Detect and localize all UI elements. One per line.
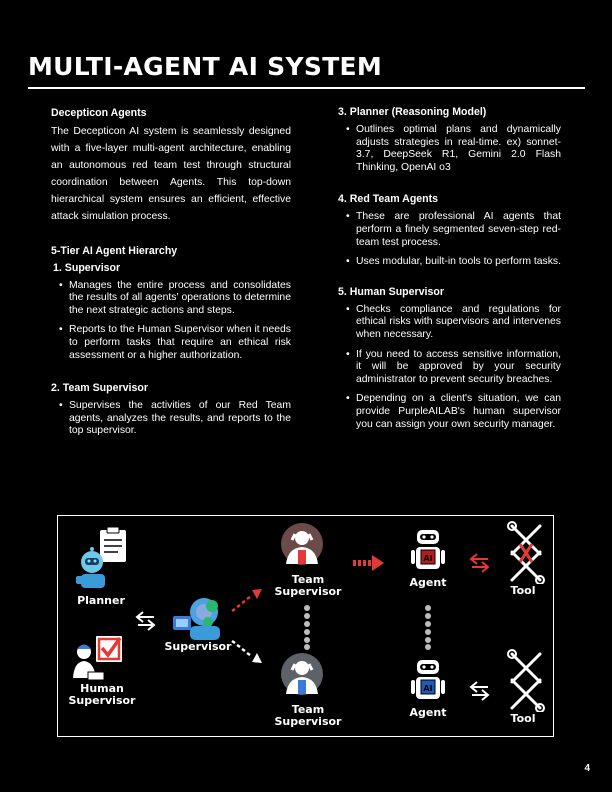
list-item: • Checks compliance and regulations for ethical risks with supervisors and intervenes when necessary. xyxy=(338,304,561,342)
human-supervisor-icon xyxy=(70,634,130,684)
team-supervisor-bottom-label: Team Supervisor xyxy=(274,703,342,728)
planner-list xyxy=(338,124,561,174)
red-team-list xyxy=(338,211,561,268)
arrow-to-team-supervisor-bottom-icon xyxy=(230,638,264,666)
left-column xyxy=(51,107,291,445)
human-supervisor-list xyxy=(338,304,561,431)
decepticon-paragraph: The Decepticon AI system is seamlessly designed with a five-layer multi-agent architecture, enabling an autonomous red team test through structural coordination between Agents. This top-down hierarchical system ensures an efficient, effective attack simulation process. xyxy=(51,126,291,223)
team-supervisor-heading: 2. Team Supervisor xyxy=(51,382,148,395)
list-item: • Outlines optimal plans and dynamically adjusts strategies in real-time. ex) sonnet-3.7, DeepSeek R1, Gemini 2.0 Flash Thinking, OpenAI o3 xyxy=(338,124,561,174)
hierarchy-heading: 5-Tier AI Agent Hierarchy xyxy=(51,244,178,257)
human-supervisor-label: Human Supervisor xyxy=(68,682,136,707)
page-number: 4 xyxy=(584,763,590,774)
supervisor-robot-icon xyxy=(168,594,228,642)
team-supervisor-top-label: Team Supervisor xyxy=(274,573,342,598)
list-item: • These are professional AI agents that perform a finely segmented seven-step red-team test process. xyxy=(338,211,561,249)
list-item: • Supervises the activities of our Red Team agents, analyzes the results, and reports to the top supervisor. xyxy=(51,400,291,438)
team-supervisor-top-icon xyxy=(280,522,324,572)
planner-label: Planner xyxy=(77,594,125,607)
team-supervisor-bottom-icon xyxy=(280,652,324,702)
tool-top-label: Tool xyxy=(510,584,536,597)
agent-tool-arrow-top-icon xyxy=(468,552,492,574)
agent-top-robot-icon xyxy=(408,528,448,574)
agent-bottom-robot-icon xyxy=(408,658,448,704)
title-rule xyxy=(28,87,585,89)
tool-bottom-label: Tool xyxy=(510,712,536,725)
page-title: MULTI-AGENT AI SYSTEM xyxy=(28,52,383,81)
tool-top-wrench-icon xyxy=(506,520,546,584)
hierarchy-diagram xyxy=(57,515,554,737)
supervisor-heading: 1. Supervisor xyxy=(53,261,121,274)
planner-heading: 3. Planner (Reasoning Model) xyxy=(338,106,487,118)
list-item: • Manages the entire process and consolidates the results of all agents' operations to determine the next strategic actions and steps. xyxy=(51,280,291,318)
supervisor-label: Supervisor xyxy=(164,640,232,653)
agent-tool-arrow-bottom-icon xyxy=(468,680,492,702)
arrow-to-team-supervisor-top-icon xyxy=(230,586,264,614)
bidirectional-arrow-icon xyxy=(134,610,158,632)
vertical-dots-icon xyxy=(423,604,433,650)
supervisor-list xyxy=(51,280,291,363)
agent-top-label: Agent xyxy=(409,576,447,589)
team-supervisor-list xyxy=(51,400,291,438)
list-item: • Depending on a client's situation, we can provide PurpleAILAB's human supervisor you can assign your own security manager. xyxy=(338,393,561,431)
decepticon-heading: Decepticon Agents xyxy=(51,107,147,119)
agent-bottom-chip-text: AI xyxy=(423,684,433,693)
agent-bottom-label: Agent xyxy=(409,706,447,719)
list-item: • Uses modular, built-in tools to perform tasks. xyxy=(338,256,561,269)
list-item: • Reports to the Human Supervisor when it needs to perform tasks that require an ethical risk assessment or a higher authorization. xyxy=(51,324,291,362)
list-item: • If you need to access sensitive information, it will be approved by your security administrator to prevent security breaches. xyxy=(338,349,561,387)
tool-bottom-wrench-icon xyxy=(506,648,546,712)
vertical-dots-icon xyxy=(302,604,312,650)
red-team-heading: 4. Red Team Agents xyxy=(338,193,439,206)
human-supervisor-heading: 5. Human Supervisor xyxy=(338,285,444,298)
planner-robot-icon xyxy=(72,524,132,594)
agent-top-chip-text: AI xyxy=(423,554,433,563)
right-column xyxy=(338,106,561,438)
arrow-to-agent-top-icon xyxy=(352,554,386,572)
